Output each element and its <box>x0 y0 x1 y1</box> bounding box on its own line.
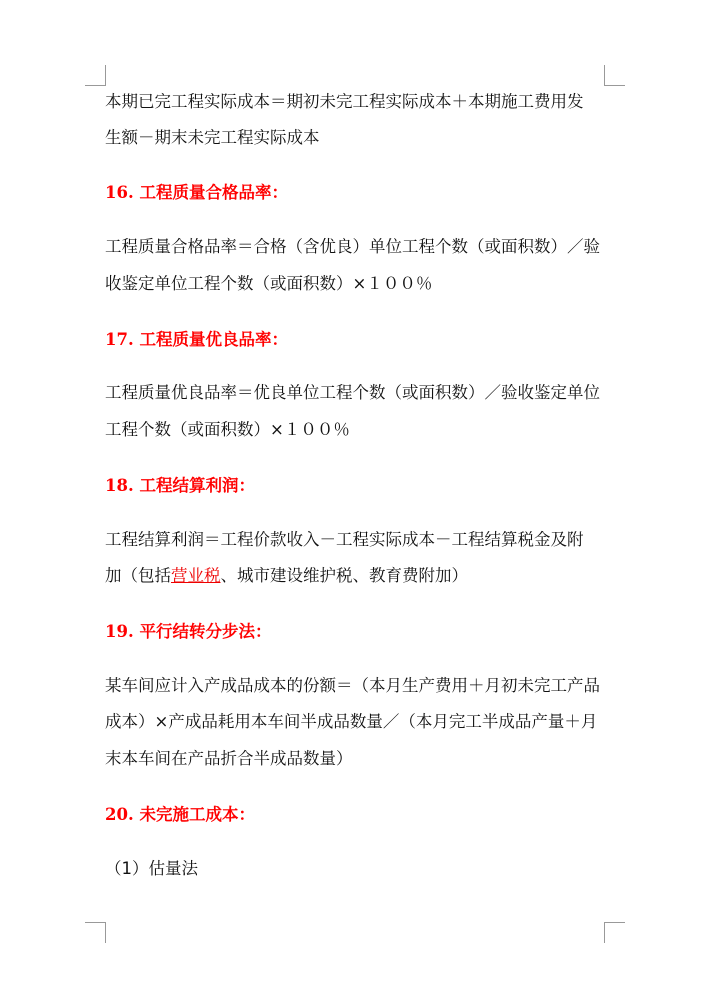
corner-mark-bottom-right <box>604 922 625 943</box>
text: 、城市建设维护税、教育费附加） <box>220 566 468 585</box>
body-line: 某车间应计入产成品成本的份额＝（本月生产费用＋月初未完工产品 <box>105 676 600 695</box>
body-line: 工程质量优良品率＝优良单位工程个数（或面积数）／验收鉴定单位 <box>105 383 600 402</box>
body-line: 成本）×产成品耗用本车间半成品数量／（本月完工半成品产量＋月 <box>105 712 598 731</box>
body-line: （1）估量法 <box>105 859 198 878</box>
section-heading-20: 20. 未完施工成本： <box>105 805 255 824</box>
body-line: 工程个数（或面积数）×１００％ <box>105 420 350 439</box>
body-line: 末本车间在产品折合半成品数量） <box>105 749 353 768</box>
body-line: 工程结算利润＝工程价款收入－工程实际成本－工程结算税金及附 <box>105 530 584 549</box>
section-heading-16: 16. 工程质量合格品率： <box>105 183 288 202</box>
corner-mark-top-right <box>604 65 625 86</box>
body-line: 生额－期末未完工程实际成本 <box>105 128 320 147</box>
body-line: 本期已完工程实际成本＝期初未完工程实际成本＋本期施工费用发 <box>105 92 584 111</box>
body-line: 工程质量合格品率＝合格（含优良）单位工程个数（或面积数）／验 <box>105 237 600 256</box>
business-tax-link[interactable]: 营业税 <box>171 566 221 585</box>
section-heading-17: 17. 工程质量优良品率： <box>105 330 288 349</box>
body-line: 收鉴定单位工程个数（或面积数）×１００％ <box>105 274 433 293</box>
section-heading-18: 18. 工程结算利润： <box>105 476 255 495</box>
section-heading-19: 19. 平行结转分步法： <box>105 622 272 641</box>
body-line <box>105 566 468 586</box>
corner-mark-top-left <box>85 65 106 86</box>
corner-mark-bottom-left <box>85 922 106 943</box>
text: 加（包括 <box>105 566 171 585</box>
